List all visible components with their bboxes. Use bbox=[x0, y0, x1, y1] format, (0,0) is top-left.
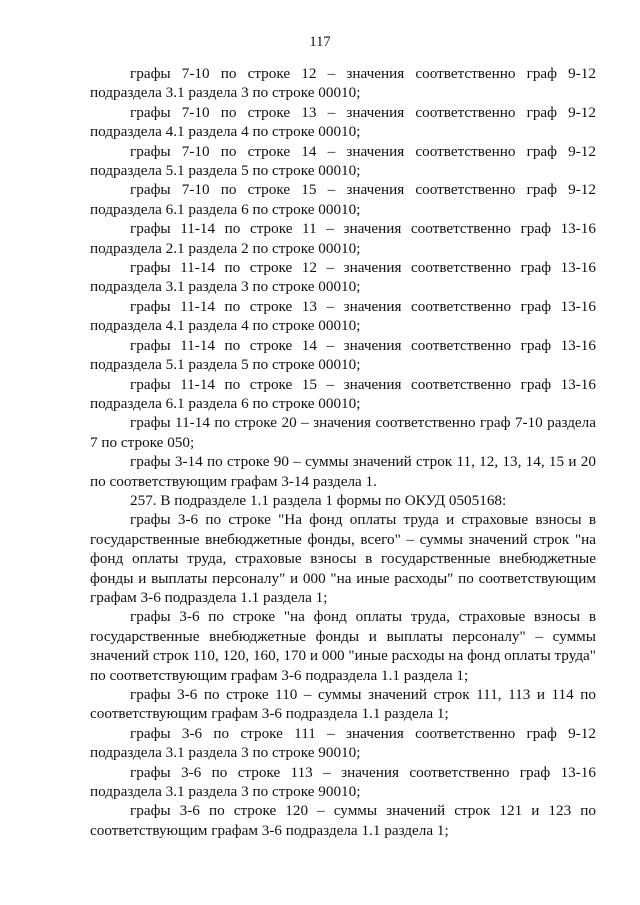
paragraph: графы 3-14 по строке 90 – суммы значений строк 11, 12, 13, 14, 15 и 20 по соответствующим графам 3-14 раздела 1. bbox=[90, 453, 596, 490]
paragraph: графы 3-6 по строке 113 – значения соответственно граф 13-16 подраздела 3.1 раздела 3 по строке 90010; bbox=[90, 763, 596, 801]
paragraph: графы 3-6 по строке "на фонд оплаты труда, страховые взносы в государственные внебюджетные фонды и выплаты персоналу" – суммы значений строк 110, 120, 160, 170 и 000 "иные расходы на фонд оплаты труда" по соответствующим графам 3-6 подраздела 1.1 раздела 1; bbox=[90, 608, 596, 684]
paragraph: графы 7-10 по строке 13 – значения соответственно граф 9-12 подраздела 4.1 раздела 4 по строке 00010; bbox=[90, 103, 596, 141]
paragraph: графы 11-14 по строке 12 – значения соответственно граф 13-16 подраздела 3.1 раздела 3 по строке 00010; bbox=[90, 259, 596, 296]
paragraph: графы 11-14 по строке 13 – значения соответственно граф 13-16 подраздела 4.1 раздела 4 по строке 00010; bbox=[90, 297, 596, 335]
section-heading: 257. В подразделе 1.1 раздела 1 формы по ОКУД 0505168: bbox=[130, 491, 507, 509]
paragraph: графы 11-14 по строке 15 – значения соответственно граф 13-16 подраздела 6.1 раздела 6 по строке 00010; bbox=[90, 375, 596, 412]
paragraph: графы 3-6 по строке 120 – суммы значений строк 121 и 123 по соответствующим графам 3-6 подраздела 1.1 раздела 1; bbox=[90, 802, 596, 839]
paragraph: графы 3-6 по строке "На фонд оплаты труда и страховые взносы в государственные внебюджетные фонды, всего" – суммы значений строк "на фонд оплаты труда, страховые взносы в государственные внебюджетные фонды и выплаты персоналу" и 000 "на иные расходы" по соответствующим графам 3-6 подраздела 1.1 раздела 1; bbox=[90, 511, 596, 606]
document-body bbox=[90, 64, 596, 840]
paragraph: графы 7-10 по строке 14 – значения соответственно граф 9-12 подраздела 5.1 раздела 5 по строке 00010; bbox=[90, 142, 596, 180]
paragraph: графы 7-10 по строке 12 – значения соответственно граф 9-12 подраздела 3.1 раздела 3 по строке 00010; bbox=[90, 65, 596, 102]
paragraph: графы 11-14 по строке 20 – значения соответственно граф 7-10 раздела 7 по строке 050; bbox=[90, 414, 596, 451]
paragraph: графы 11-14 по строке 11 – значения соответственно граф 13-16 подраздела 2.1 раздела 2 по строке 00010; bbox=[90, 220, 596, 257]
page-number: 117 bbox=[309, 34, 331, 50]
paragraph: графы 11-14 по строке 14 – значения соответственно граф 13-16 подраздела 5.1 раздела 5 по строке 00010; bbox=[90, 336, 596, 374]
paragraph: графы 3-6 по строке 111 – значения соответственно граф 9-12 подраздела 3.1 раздела 3 по строке 90010; bbox=[90, 724, 596, 762]
paragraph: графы 3-6 по строке 110 – суммы значений строк 111, 113 и 114 по соответствующим графам 3-6 подраздела 1.1 раздела 1; bbox=[90, 686, 596, 723]
paragraph: графы 7-10 по строке 15 – значения соответственно граф 9-12 подраздела 6.1 раздела 6 по строке 00010; bbox=[90, 181, 596, 218]
